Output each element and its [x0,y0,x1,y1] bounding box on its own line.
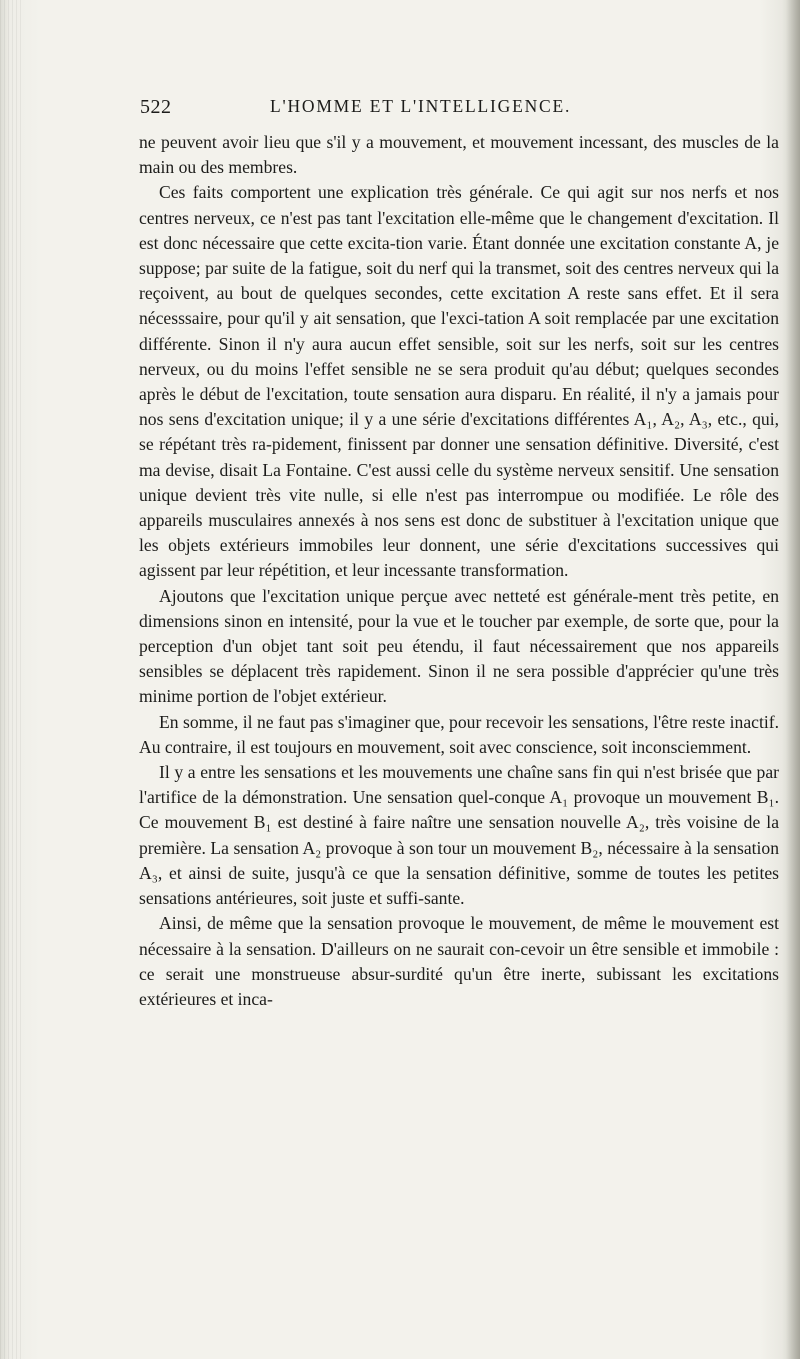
paragraph: Il y a entre les sensations et les mouvements une chaîne sans fin qui n'est brisée que par l'artifice de la démonstration. Une sensation quel-conque A₁ provoque un mouvement B₁. Ce mouvement B₁ est destiné à faire naître une sensation nouvelle A₂, très voisine de la première. La sensation A₂ provoque à son tour un mouvement B₂, nécessaire à la sensation A₃, et ainsi de suite, jusqu'à ce que la sensation définitive, somme de toutes les petites sensations antérieures, soit juste et suffi-sante. [139,762,779,909]
page-gutter-edge [0,0,22,1359]
page-outer-edge [786,0,800,1359]
running-title: L'HOMME ET L'INTELLIGENCE. [270,96,572,116]
paragraph-continuation: ne peuvent avoir lieu que s'il y a mouvement, et mouvement incessant, des muscles de la main ou des membres. [139,132,779,178]
paragraph: En somme, il ne faut pas s'imaginer que, pour recevoir les sensations, l'être reste inactif. Au contraire, il est toujours en mouvement, soit avec conscience, soit inconsciemment. [139,711,779,757]
running-head [140,96,680,120]
page-number: 522 [140,96,172,118]
paragraph: Ces faits comportent une explication très générale. Ce qui agit sur nos nerfs et nos centres nerveux, ce n'est pas tant l'excitation elle-même que le changement d'excitation. Il est donc nécessaire que cette excita-tion varie. Étant donnée une excitation constante A, je suppose; par suite de la fatigue, soit du nerf qui la transmet, soit des centres nerveux qui la reçoivent, au bout de quelques secondes, cette excitation A reste sans effet. Et il sera nécesssaire, pour qu'il y ait sensation, que l'exci-tation A soit remplacée par une excitation différente. Sinon il n'y aura aucun effet sensible, soit sur les nerfs, soit sur les centres nerveux, ou du moins l'effet sensible ne se sera produit qu'au début; quelques secondes après le début de l'excitation, toute sensation aura disparu. En réalité, il n'y a jamais pour nos sens d'excitation unique; il y a une série d'excitations différentes A₁, A₂, A₃, etc., qui, se répétant très ra-pidement, finissent par donner une sensation définitive. Diversité, c'est ma devise, disait La Fontaine. C'est aussi celle du système nerveux sensitif. Une sensation unique devient très vite nulle, si elle n'est pas interrompue ou modifiée. Le rôle des appareils musculaires annexés à nos sens est donc de substituer à l'excitation unique que les objets extérieurs immobiles leur donnent, une série d'excitations successives qui agissent par leur répétition, et leur incessante transformation. [139,182,779,581]
body-text [139,130,779,1012]
paragraph: Ajoutons que l'excitation unique perçue avec netteté est générale-ment très petite, en dimensions sinon en intensité, pour la vue et le toucher par exemple, de sorte que, pour la perception d'un objet tant soit peu étendu, il faut nécessairement que nos appareils sensibles se déplacent très rapidement. Sinon il ne sera possible d'apprécier qu'une très minime portion de l'objet extérieur. [139,585,779,707]
paragraph: Ainsi, de même que la sensation provoque le mouvement, de même le mouvement est nécessaire à la sensation. D'ailleurs on ne saurait con-cevoir un être sensible et immobile : ce serait une monstrueuse absur-surdité qu'un être inerte, subissant les excitations extérieures et inca- [139,913,779,1009]
